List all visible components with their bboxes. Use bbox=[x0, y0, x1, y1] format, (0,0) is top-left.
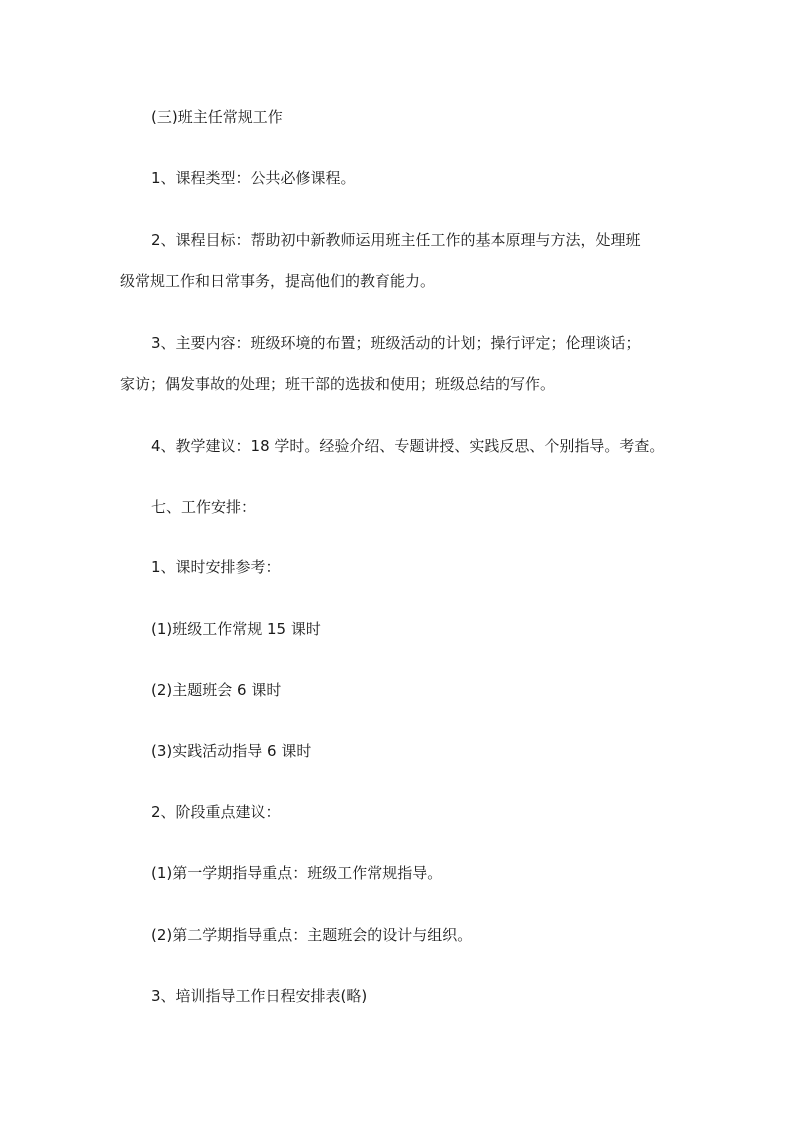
course-type: 1、课程类型：公共必修课程。 bbox=[151, 169, 356, 187]
schedule-item-1: (1)班级工作常规 15 课时 bbox=[151, 620, 321, 638]
section-title: (三)班主任常规工作 bbox=[151, 108, 283, 126]
course-goal-line2: 级常规工作和日常事务，提高他们的教育能力。 bbox=[120, 272, 436, 290]
main-content-line1: 3、主要内容：班级环境的布置；班级活动的计划；操行评定；伦理谈话； bbox=[151, 334, 641, 352]
course-goal-line1: 2、课程目标：帮助初中新教师运用班主任工作的基本原理与方法，处理班 bbox=[151, 231, 641, 249]
focus-item-1: (1)第一学期指导重点：班级工作常规指导。 bbox=[151, 864, 443, 882]
training-schedule: 3、培训指导工作日程安排表(略) bbox=[151, 987, 368, 1005]
main-content-line2: 家访；偶发事故的处理；班干部的选拔和使用；班级总结的写作。 bbox=[120, 375, 556, 393]
focus-item-2: (2)第二学期指导重点：主题班会的设计与组织。 bbox=[151, 926, 473, 944]
schedule-item-2: (2)主题班会 6 课时 bbox=[151, 681, 282, 699]
schedule-title: 1、课时安排参考： bbox=[151, 558, 281, 576]
schedule-item-3: (3)实践活动指导 6 课时 bbox=[151, 742, 312, 760]
teaching-suggestion: 4、教学建议：18 学时。经验介绍、专题讲授、实践反思、个别指导。考查。 bbox=[151, 437, 665, 455]
focus-title: 2、阶段重点建议： bbox=[151, 803, 281, 821]
section7-title: 七、工作安排： bbox=[151, 498, 257, 516]
